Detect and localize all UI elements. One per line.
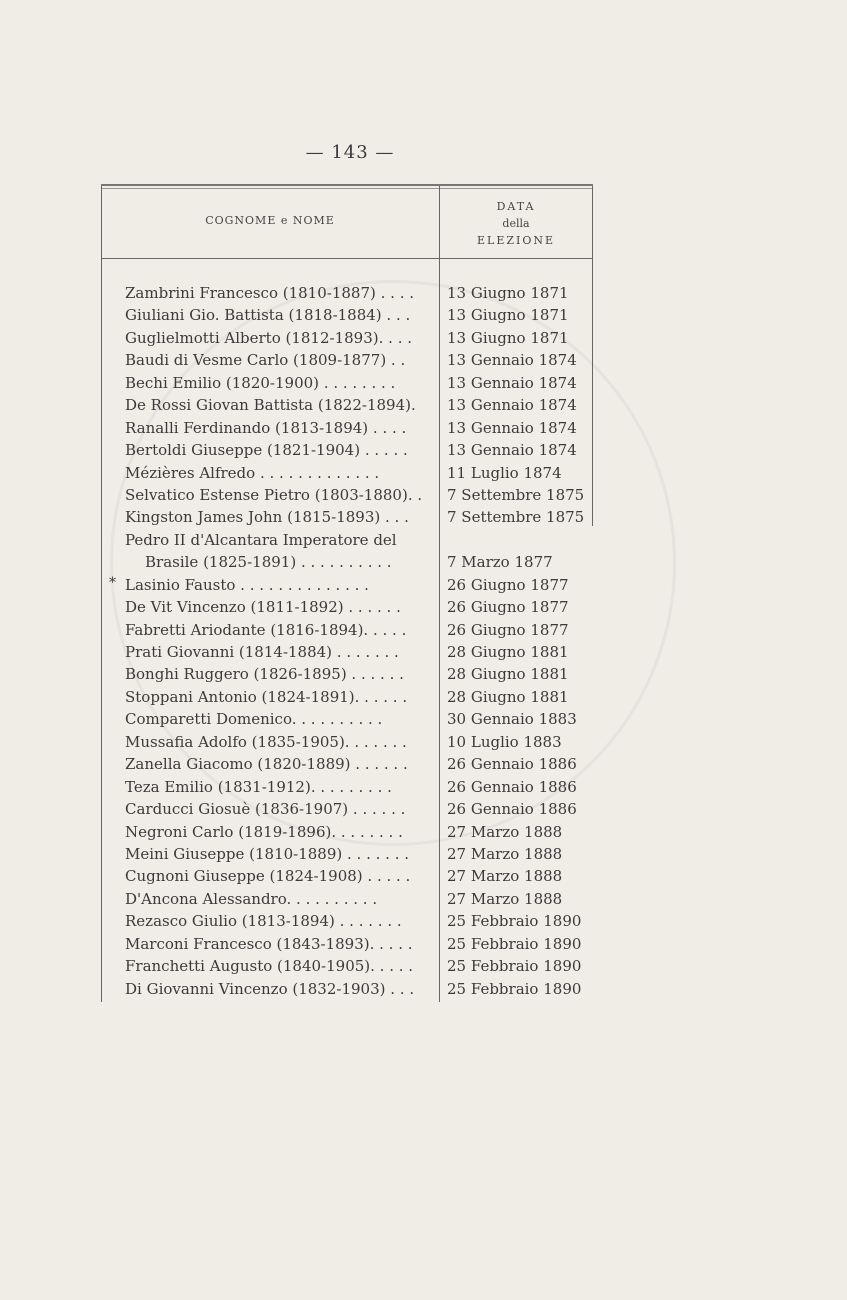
member-name: Kingston James John (1815-1893) . . . — [125, 508, 409, 527]
table-row — [101, 304, 593, 326]
table-row — [101, 596, 593, 618]
election-date: 26 Giugno 1877 — [447, 620, 569, 639]
election-date: 25 Febbraio 1890 — [447, 934, 582, 953]
header-date-line1: DATA — [496, 200, 536, 213]
table-row — [101, 327, 593, 349]
member-name: Mussafia Adolfo (1835-1905). . . . . . . — [125, 732, 407, 751]
member-name: Guglielmotti Alberto (1812-1893). . . . — [125, 328, 412, 347]
table-row — [101, 663, 593, 685]
member-name: Di Giovanni Vincenzo (1832-1903) . . . — [125, 979, 415, 998]
election-date: 26 Gennaio 1886 — [447, 800, 577, 819]
table-row — [101, 574, 593, 596]
member-name: Teza Emilio (1831-1912). . . . . . . . . — [125, 777, 392, 796]
election-table — [101, 184, 593, 1000]
election-date: 13 Gennaio 1874 — [447, 441, 577, 460]
member-name: Marconi Francesco (1843-1893). . . . . — [125, 934, 413, 953]
member-name: Cugnoni Giuseppe (1824-1908) . . . . . — [125, 867, 411, 886]
header-date-line3: ELEZIONE — [476, 234, 556, 247]
member-name: Meini Giuseppe (1810-1889) . . . . . . . — [125, 844, 409, 863]
member-name: Stoppani Antonio (1824-1891). . . . . . — [125, 687, 408, 706]
member-name: Zambrini Francesco (1810-1887) . . . . — [125, 284, 415, 302]
member-name: Bechi Emilio (1820-1900) . . . . . . . . — [125, 373, 396, 392]
member-name: Rezasco Giulio (1813-1894) . . . . . . . — [125, 912, 402, 931]
election-date: 7 Marzo 1877 — [447, 553, 553, 572]
table-row — [101, 955, 593, 977]
table-row — [101, 417, 593, 439]
header-date-column — [439, 198, 593, 249]
table-row — [101, 753, 593, 775]
table-row — [101, 439, 593, 461]
header-name-column: COGNOME e NOME — [205, 214, 335, 227]
table-row — [101, 282, 593, 304]
table-row — [101, 731, 593, 753]
member-name: De Vit Vincenzo (1811-1892) . . . . . . — [125, 598, 401, 617]
election-date: 27 Marzo 1888 — [447, 844, 563, 863]
table-row — [101, 529, 593, 551]
election-date: 25 Febbraio 1890 — [447, 912, 582, 931]
election-date: 13 Gennaio 1874 — [447, 418, 577, 437]
table-row — [101, 349, 593, 371]
member-name: D'Ancona Alessandro. . . . . . . . . . — [125, 889, 378, 908]
table-row — [101, 843, 593, 865]
header-bottom-rule — [101, 258, 593, 259]
member-name: Ranalli Ferdinando (1813-1894) . . . . — [125, 418, 407, 437]
member-name: Comparetti Domenico. . . . . . . . . . — [125, 710, 383, 729]
member-name: Franchetti Augusto (1840-1905). . . . . — [125, 957, 414, 976]
table-row — [101, 888, 593, 910]
member-name: Fabretti Ariodante (1816-1894). . . . . — [125, 620, 407, 639]
election-date: 25 Febbraio 1890 — [447, 957, 582, 976]
election-date: 27 Marzo 1888 — [447, 822, 563, 841]
member-name: Giuliani Gio. Battista (1818-1884) . . . — [125, 306, 411, 325]
election-date: 28 Giugno 1881 — [447, 665, 569, 684]
table-top-rule-thin — [101, 188, 593, 189]
member-name: Negroni Carlo (1819-1896). . . . . . . . — [125, 822, 403, 841]
election-date: 26 Gennaio 1886 — [447, 777, 577, 796]
table-row — [101, 506, 593, 528]
table-body — [101, 282, 593, 1000]
table-row — [101, 865, 593, 887]
election-date: 13 Giugno 1871 — [447, 284, 569, 302]
election-date: 27 Marzo 1888 — [447, 889, 563, 908]
table-row — [101, 641, 593, 663]
election-date: 26 Giugno 1877 — [447, 598, 569, 617]
election-date: 10 Luglio 1883 — [447, 732, 562, 751]
election-date: 30 Gennaio 1883 — [447, 710, 577, 729]
election-date: 11 Luglio 1874 — [447, 463, 562, 482]
election-date: 7 Settembre 1875 — [447, 485, 585, 504]
table-row — [101, 394, 593, 416]
page-number: — 143 — — [305, 142, 395, 163]
member-name: Selvatico Estense Pietro (1803-1880). . — [125, 485, 423, 504]
member-name: Bonghi Ruggero (1826-1895) . . . . . . — [125, 665, 404, 684]
member-name: Bertoldi Giuseppe (1821-1904) . . . . . — [125, 441, 408, 460]
member-name: De Rossi Giovan Battista (1822-1894). — [125, 396, 416, 415]
election-date: 28 Giugno 1881 — [447, 687, 569, 706]
election-date: 7 Settembre 1875 — [447, 508, 585, 527]
election-date: 13 Giugno 1871 — [447, 306, 569, 325]
table-row — [101, 372, 593, 394]
election-date: 26 Giugno 1877 — [447, 575, 569, 594]
member-name: Pedro II d'Alcantara Imperatore del — [125, 530, 397, 549]
table-row — [101, 776, 593, 798]
table-row — [101, 821, 593, 843]
election-date: 13 Giugno 1871 — [447, 328, 569, 347]
table-row — [101, 686, 593, 708]
member-name: Lasinio Fausto . . . . . . . . . . . . . . — [125, 575, 369, 594]
election-date: 13 Gennaio 1874 — [447, 373, 577, 392]
asterisk-marker: * — [109, 574, 116, 591]
election-date: 27 Marzo 1888 — [447, 867, 563, 886]
table-row — [101, 619, 593, 641]
table-row — [101, 910, 593, 932]
member-name: Baudi di Vesme Carlo (1809-1877) . . — [125, 351, 406, 370]
member-name: Prati Giovanni (1814-1884) . . . . . . . — [125, 643, 399, 661]
table-row — [101, 978, 593, 1000]
member-name: Mézières Alfredo . . . . . . . . . . . . . — [125, 463, 380, 482]
election-date: 26 Gennaio 1886 — [447, 755, 577, 774]
table-row — [101, 484, 593, 506]
election-date: 25 Febbraio 1890 — [447, 979, 582, 998]
header-date-line2: della — [502, 217, 530, 230]
election-date: 28 Giugno 1881 — [447, 643, 569, 661]
election-date: 13 Gennaio 1874 — [447, 351, 577, 370]
table-row — [101, 551, 593, 573]
member-name: Carducci Giosuè (1836-1907) . . . . . . — [125, 800, 406, 819]
table-top-rule — [101, 184, 593, 186]
table-row — [101, 933, 593, 955]
table-row — [101, 462, 593, 484]
table-row — [101, 798, 593, 820]
member-name: Zanella Giacomo (1820-1889) . . . . . . — [125, 755, 408, 774]
election-date: 13 Gennaio 1874 — [447, 396, 577, 415]
table-row — [101, 708, 593, 730]
member-name: Brasile (1825-1891) . . . . . . . . . . — [145, 553, 392, 572]
